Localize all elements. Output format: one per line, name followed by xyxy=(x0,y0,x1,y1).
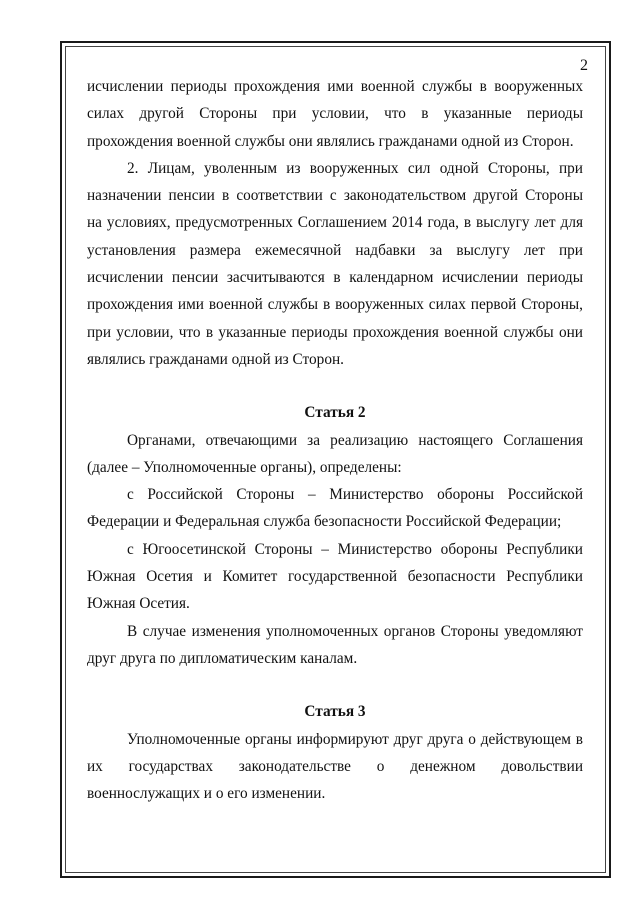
text-line: прохождения военной службы они являлись гражданами одной из Сторон. xyxy=(87,132,574,150)
page-number: 2 xyxy=(580,57,588,74)
text-line: исчислении периоды прохождения ими военной службы в вооруженных xyxy=(87,78,583,95)
text-line: с Российской Стороны – Министерство обороны Российской xyxy=(127,486,583,504)
article-2-paragraph-4 xyxy=(87,618,583,673)
text-line: при условии, что в указанные периоды прохождения военной службы они xyxy=(87,323,583,341)
text-line: установления размера ежемесячной надбавки за выслугу лет при xyxy=(87,241,583,259)
text-line: исчислении пенсии засчитываются в календарном исчислении периоды xyxy=(87,269,583,287)
text-line: на условиях, предусмотренных Соглашением 2014 года, в выслугу лет для xyxy=(87,214,583,232)
text-line: силах другой Стороны при условии, что в указанные периоды xyxy=(87,105,583,123)
text-line: В случае изменения уполномоченных органов Стороны уведомляют xyxy=(127,622,583,640)
text-line: Органами, отвечающими за реализацию настоящего Соглашения xyxy=(127,431,583,449)
text-line: Южная Осетия и Комитет государственной безопасности Республики xyxy=(87,568,583,586)
text-line: с Югоосетинской Стороны – Министерство обороны Республики xyxy=(127,540,583,558)
article-2-paragraph-1 xyxy=(87,427,583,482)
text-line: друг друга по дипломатическим каналам. xyxy=(87,649,358,667)
text-line: военнослужащих и о его изменении. xyxy=(87,785,326,803)
paragraph-2 xyxy=(87,155,583,373)
text-line: назначении пенсии в соответствии с законодательством другой Стороны xyxy=(87,187,583,205)
text-line: прохождения ими военной службы в вооруженных силах первой Стороны, xyxy=(87,296,583,314)
document-body xyxy=(87,73,583,807)
text-line: их государствах законодательстве о денежном довольствии xyxy=(87,757,583,775)
text-line: 2. Лицам, уволенным из вооруженных сил одной Стороны, при xyxy=(127,159,583,177)
article-3-paragraph-1 xyxy=(87,726,583,808)
text-line: (далее – Уполномоченные органы), определены: xyxy=(87,458,402,476)
text-line: Уполномоченные органы информируют друг друга о действующем в xyxy=(127,730,583,748)
text-line: являлись гражданами одной из Сторон. xyxy=(87,350,344,368)
text-line: Федерации и Федеральная служба безопасности Российской Федерации; xyxy=(87,513,562,531)
paragraph-continuation xyxy=(87,73,583,155)
text-line: Южная Осетия. xyxy=(87,595,190,613)
article-2-paragraph-2 xyxy=(87,481,583,536)
article-2-paragraph-3 xyxy=(87,536,583,618)
article-2-heading: Статья 2 xyxy=(304,404,366,422)
article-3-heading: Статья 3 xyxy=(304,703,366,721)
